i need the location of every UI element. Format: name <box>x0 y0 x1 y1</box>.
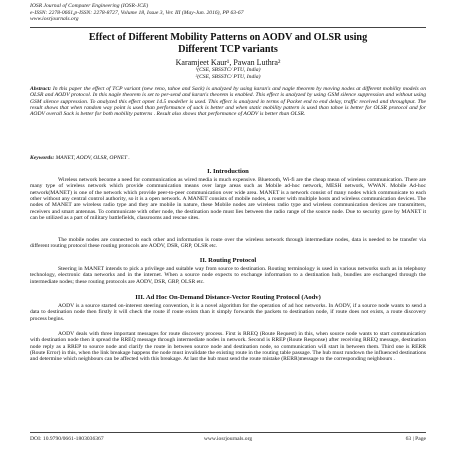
abstract-label: Abstract: <box>30 86 52 92</box>
introduction-paragraph-1: Wireless network become a need for communication as wired media is much expensive. Bluetooth, Wi-fi are the cheap mean of wireless communication. There are many type of wireless network which provide communication means over large areas such as Mobile ad-hoc network, MESH network, WWAN. Mobile Ad-hoc network(MANET) is one of the network which provide peer-to-peer communication over wide area. MANET is a network consist of many nodes which communicate to each other without any central control authority, so it is a open network. A MANET consists of mobile nodes, a router with multiple hosts and wireless communication devices. The nodes of MANET are wireless radio type and they are mobile in nature, these Mobile nodes are wireless radio type and wireless communication devices are transmitters, receivers and smart antennas. To communicate with other node, the destination node must lies between the radio range of the source node. Due to security gave by MANET it can be utilized as a part of military battlefields, classrooms and rescue sites. <box>30 177 426 222</box>
section-heading-routing-protocol: II. Routing Protocol <box>199 257 257 264</box>
paper-title-line1: Effect of Different Mobility Patterns on AODV and OLSR using <box>88 32 368 43</box>
abstract <box>30 86 426 117</box>
keywords-text: MANET, AODV, OLSR, OPNET . <box>54 155 130 161</box>
footer-website[interactable]: www.iosrjournals.org <box>203 436 253 442</box>
footer-rule <box>30 432 426 433</box>
affiliation-1: ¹(CSE, SBSSTC/ PTU, India) <box>195 67 261 73</box>
keywords <box>30 155 426 161</box>
journal-website[interactable]: www.iosrjournals.org <box>30 16 79 23</box>
header-rule <box>30 27 426 28</box>
aodv-paragraph-1: AODV is a source started on-interest steering convention, it is a novel algorithm for the operation of ad hoc networks. In AODV, if a source node wants to send a data to destination node then firstly it will check the route if route exists than it simply forwards the packets to destination node, if route does not exists, a route discovery process begins. <box>30 303 426 322</box>
routing-protocol-paragraph: Steering in MANET intends to pick a privilege and suitable way from source to destination. Routing terminology is used in various networks such as in telephony technology, electronic data networks and in the internet. When a source node expects to exchange information to a destination hub, bundles are exchanged through the intermediate nodes; these routing protocols are AODV, DSR, GRP, OLSR etc. <box>30 266 426 285</box>
keywords-label: Keywords: <box>30 155 55 161</box>
section-heading-introduction: I. Introduction <box>207 168 249 175</box>
footer-doi[interactable]: DOI: 10.9790/0661-1803036367 <box>30 436 104 442</box>
paper-authors: Karamjeet Kaur¹, Pawan Luthra² <box>175 58 281 67</box>
introduction-paragraph-2: The mobile nodes are connected to each other and information is route over the wireless network through intermediate nodes, data is needed to be transfer via different routing protocol these routing protocols are AODV, DSR, GRP, OLSR etc. <box>30 237 426 250</box>
abstract-text: In this paper the effect of TCP variant (new reno, tahoe and Sack) is analyzed by using karan's and nagle theorem by moving nodes at different mobility models on OLSR and AODV protocol. In this nagle theorem is set to per-send and karan's theorem is enabled. This effect is analyzed by using GSM silence suppression and without using GSM silence suppression. To analyzed this effect opnet 14.5 modeller is used. This effect is analyzed in terms of Packet end to end delay, traffic received and throughput. The result shows that when random way point is used than performance of sack is better and when static mobility pattern is used than tahoe is better for OLSR protocol and for AODV overall Sack is better for both mobility patterns . Result also shows that performance of AODV is better than OLSR. <box>30 86 426 118</box>
affiliation-2: ²(CSE, SBSSTC/ PTU, India) <box>195 73 261 80</box>
paper-title <box>30 32 426 55</box>
section-heading-aodv: III. Ad Hoc On-Demand Distance-Vector Routing Protocol (Aodv) <box>135 294 321 301</box>
paper-title-line2: Different TCP variants <box>178 43 278 55</box>
journal-name: IOSR Journal of Computer Engineering (IOSR-JCE) <box>30 3 149 9</box>
journal-issn: e-ISSN: 2278-0661,p-ISSN: 2278-8727, Volume 18, Issue 3, Ver. III (May-Jun. 2016), PP 63-67 <box>30 9 244 16</box>
aodv-paragraph-2: AODV deals with three important messages for route discovery process. First is RREQ (Route Request) in this, when source node wants to start communication with destination node then it spread the RREQ message through intermediate nodes in network. Second is RREP (Route Response) after receiving RREQ message, destination node reply as a RREP to source node and clarify the route in between source node and destination node, so communication will start in between them. Third one is RERR (Route Error) in this, when the link breakage happens the node must invalidate the existing route in the routing table passage. The hub must rundown the influenced destinations and determine which neighbours can be affected with this breakage. At last the hub must send the route mistake (RERR)message to the corresponding neighbours . <box>30 331 426 363</box>
footer-page-number: 63 | Page <box>405 436 426 442</box>
journal-header <box>30 3 425 23</box>
